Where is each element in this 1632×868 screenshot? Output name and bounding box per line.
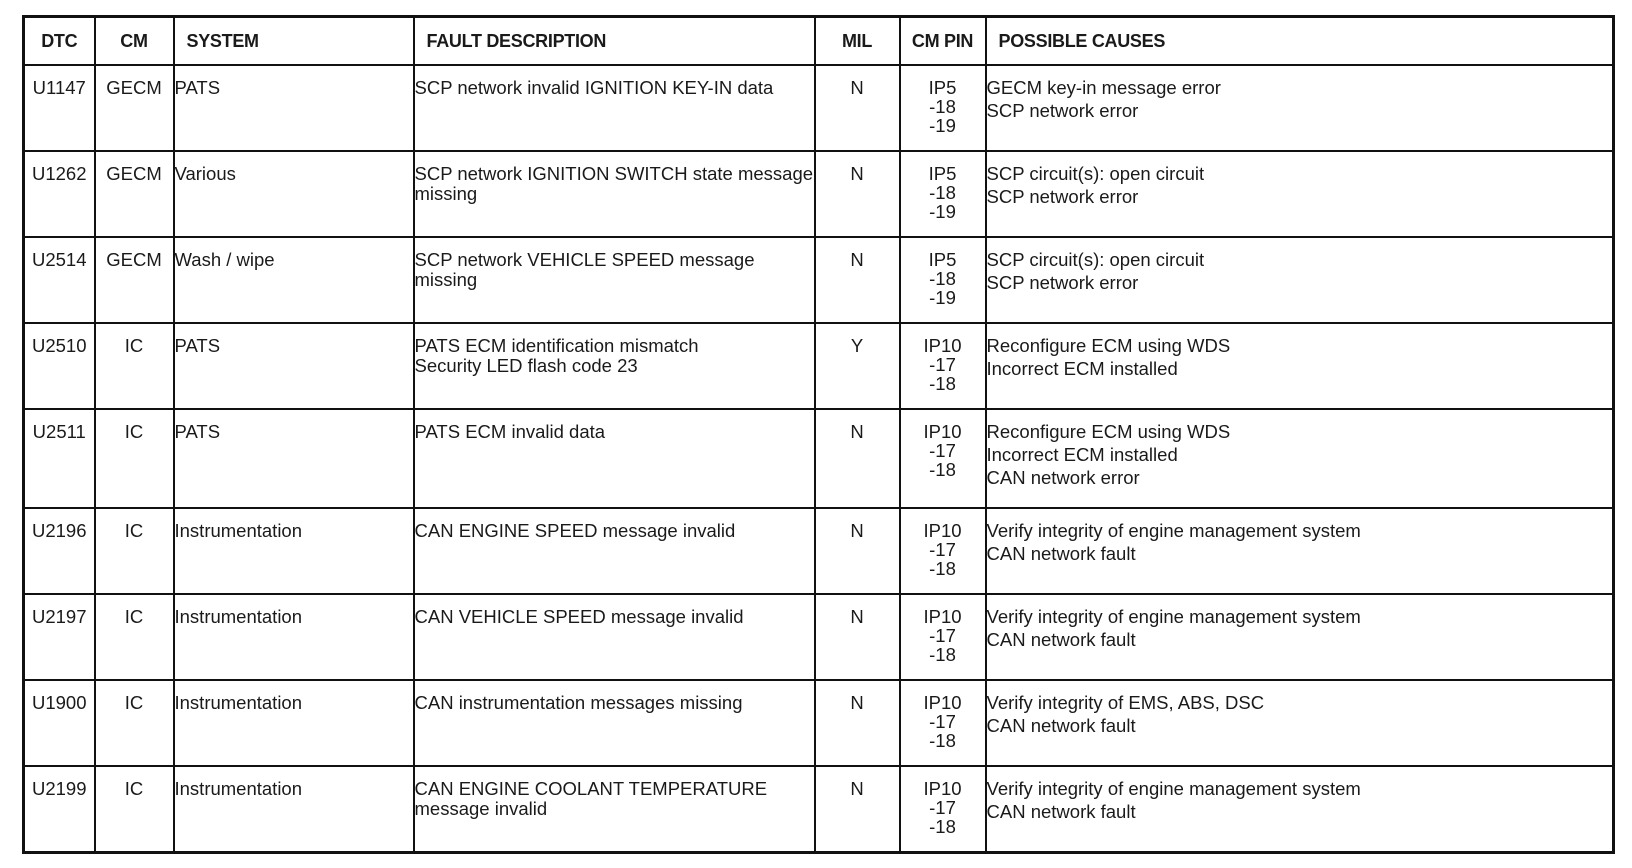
cm-pin-line: -17 (929, 354, 956, 375)
possible-cause-line: SCP circuit(s): open circuit (986, 249, 1205, 270)
cm-pin-line: -18 (929, 373, 956, 394)
cm-pin-line: -18 (929, 459, 956, 480)
cm-pin-line: IP10 (923, 606, 962, 627)
cm-pin-line: -19 (929, 287, 956, 308)
header-mil: MIL (815, 17, 900, 66)
system-cell: Instrumentation (174, 594, 414, 680)
table-row (24, 237, 1614, 323)
system-cell: Wash / wipe (174, 237, 414, 323)
header-cm: CM (95, 17, 174, 66)
cm-pin-line: -18 (929, 558, 956, 579)
possible-cause-line: SCP network error (986, 100, 1139, 121)
dtc-cell: U2511 (24, 409, 95, 508)
mil-cell: N (815, 151, 900, 237)
cm-pin-line: -17 (929, 539, 956, 560)
dtc-cell: U2199 (24, 766, 95, 852)
fault-description-line: CAN ENGINE COOLANT TEMPERATURE (414, 778, 768, 799)
cm-pin-line: IP10 (923, 778, 962, 799)
possible-causes-cell (986, 151, 1614, 237)
cm-pin-line: IP10 (923, 692, 962, 713)
possible-causes-cell (986, 237, 1614, 323)
mil-cell: Y (815, 323, 900, 409)
system-cell: PATS (174, 65, 414, 151)
table-row (24, 766, 1614, 852)
cm-pin-line: IP5 (928, 163, 957, 184)
dtc-cell: U2197 (24, 594, 95, 680)
possible-causes-cell (986, 680, 1614, 766)
cm-cell: IC (95, 323, 174, 409)
possible-cause-line: CAN network fault (986, 801, 1136, 822)
possible-cause-line: SCP circuit(s): open circuit (986, 163, 1205, 184)
cm-pin-line: IP5 (928, 77, 957, 98)
possible-cause-line: Reconfigure ECM using WDS (986, 335, 1231, 356)
table-body (24, 65, 1614, 852)
possible-causes-cell (986, 594, 1614, 680)
cm-cell: IC (95, 409, 174, 508)
dtc-cell: U1900 (24, 680, 95, 766)
fault-description-cell (414, 409, 815, 508)
dtc-cell: U2196 (24, 508, 95, 594)
fault-description-cell (414, 766, 815, 852)
fault-description-line: CAN instrumentation messages missing (414, 692, 743, 713)
system-cell: PATS (174, 323, 414, 409)
table-row (24, 508, 1614, 594)
cm-pin-line: IP5 (928, 249, 957, 270)
cm-pin-cell (900, 594, 986, 680)
cm-pin-line: -18 (929, 268, 956, 289)
fault-description-line: CAN VEHICLE SPEED message invalid (414, 606, 744, 627)
cm-pin-cell (900, 766, 986, 852)
fault-description-line: PATS ECM identification mismatch (414, 335, 699, 356)
possible-causes-cell (986, 409, 1614, 508)
possible-cause-line: CAN network fault (986, 543, 1136, 564)
fault-description-line: SCP network VEHICLE SPEED message missing (414, 249, 755, 290)
system-cell: Instrumentation (174, 766, 414, 852)
possible-cause-line: SCP network error (986, 186, 1139, 207)
cm-cell: GECM (95, 65, 174, 151)
system-cell: Instrumentation (174, 680, 414, 766)
dtc-table-sheet (22, 15, 1612, 854)
table-row (24, 323, 1614, 409)
mil-cell: N (815, 409, 900, 508)
cm-pin-cell (900, 409, 986, 508)
possible-cause-line: CAN network fault (986, 715, 1136, 736)
possible-cause-line: Incorrect ECM installed (986, 444, 1178, 465)
cm-pin-line: -17 (929, 711, 956, 732)
system-cell: Instrumentation (174, 508, 414, 594)
table-row (24, 65, 1614, 151)
cm-pin-cell (900, 508, 986, 594)
possible-cause-line: GECM key-in message error (986, 77, 1221, 98)
cm-pin-cell (900, 680, 986, 766)
possible-causes-cell (986, 65, 1614, 151)
cm-cell: IC (95, 508, 174, 594)
cm-pin-line: -18 (929, 96, 956, 117)
possible-cause-line: Verify integrity of engine management system (986, 778, 1361, 799)
header-cm-pin: CM PIN (900, 17, 986, 66)
cm-pin-line: -17 (929, 440, 956, 461)
cm-pin-line: IP10 (923, 421, 962, 442)
cm-pin-line: -17 (929, 625, 956, 646)
possible-cause-line: CAN network fault (986, 629, 1136, 650)
cm-cell: IC (95, 766, 174, 852)
fault-description-cell (414, 65, 815, 151)
dtc-cell: U1147 (24, 65, 95, 151)
fault-description-cell (414, 323, 815, 409)
mil-cell: N (815, 680, 900, 766)
dtc-table (22, 15, 1615, 854)
possible-cause-line: Verify integrity of engine management system (986, 520, 1361, 541)
fault-description-line: message invalid (414, 798, 548, 819)
possible-causes-cell (986, 323, 1614, 409)
header-system: SYSTEM (174, 17, 414, 66)
possible-causes-cell (986, 766, 1614, 852)
table-header (24, 17, 1614, 66)
table-row (24, 594, 1614, 680)
fault-description-cell (414, 680, 815, 766)
cm-pin-cell (900, 237, 986, 323)
fault-description-cell (414, 508, 815, 594)
possible-cause-line: Verify integrity of EMS, ABS, DSC (986, 692, 1265, 713)
possible-cause-line: SCP network error (986, 272, 1139, 293)
cm-cell: IC (95, 594, 174, 680)
cm-pin-cell (900, 65, 986, 151)
dtc-cell: U2510 (24, 323, 95, 409)
mil-cell: N (815, 594, 900, 680)
cm-pin-line: IP10 (923, 335, 962, 356)
dtc-cell: U2514 (24, 237, 95, 323)
cm-cell: GECM (95, 151, 174, 237)
cm-pin-line: -18 (929, 730, 956, 751)
fault-description-line: SCP network invalid IGNITION KEY-IN data (414, 77, 774, 98)
cm-pin-line: -19 (929, 115, 956, 136)
table-row (24, 680, 1614, 766)
fault-description-line: Security LED flash code 23 (414, 355, 638, 376)
cm-pin-cell (900, 323, 986, 409)
cm-pin-line: -17 (929, 797, 956, 818)
cm-pin-line: IP10 (923, 520, 962, 541)
cm-pin-line: -19 (929, 201, 956, 222)
table-row (24, 151, 1614, 237)
header-row (24, 17, 1614, 66)
fault-description-cell (414, 594, 815, 680)
mil-cell: N (815, 237, 900, 323)
system-cell: PATS (174, 409, 414, 508)
possible-cause-line: Incorrect ECM installed (986, 358, 1178, 379)
header-possible-causes: POSSIBLE CAUSES (986, 17, 1614, 66)
fault-description-cell (414, 237, 815, 323)
fault-description-line: CAN ENGINE SPEED message invalid (414, 520, 736, 541)
mil-cell: N (815, 65, 900, 151)
possible-cause-line: CAN network error (986, 467, 1140, 488)
dtc-cell: U1262 (24, 151, 95, 237)
cm-pin-line: -18 (929, 182, 956, 203)
fault-description-line: PATS ECM invalid data (414, 421, 606, 442)
cm-pin-line: -18 (929, 816, 956, 837)
possible-cause-line: Reconfigure ECM using WDS (986, 421, 1231, 442)
cm-pin-cell (900, 151, 986, 237)
header-fault-description: FAULT DESCRIPTION (414, 17, 815, 66)
fault-description-cell (414, 151, 815, 237)
cm-cell: IC (95, 680, 174, 766)
header-dtc: DTC (24, 17, 95, 66)
fault-description-line: missing (414, 183, 478, 204)
possible-causes-cell (986, 508, 1614, 594)
table-row (24, 409, 1614, 508)
cm-cell: GECM (95, 237, 174, 323)
mil-cell: N (815, 766, 900, 852)
system-cell: Various (174, 151, 414, 237)
cm-pin-line: -18 (929, 644, 956, 665)
mil-cell: N (815, 508, 900, 594)
possible-cause-line: Verify integrity of engine management system (986, 606, 1361, 627)
fault-description-line: SCP network IGNITION SWITCH state message (414, 163, 814, 184)
